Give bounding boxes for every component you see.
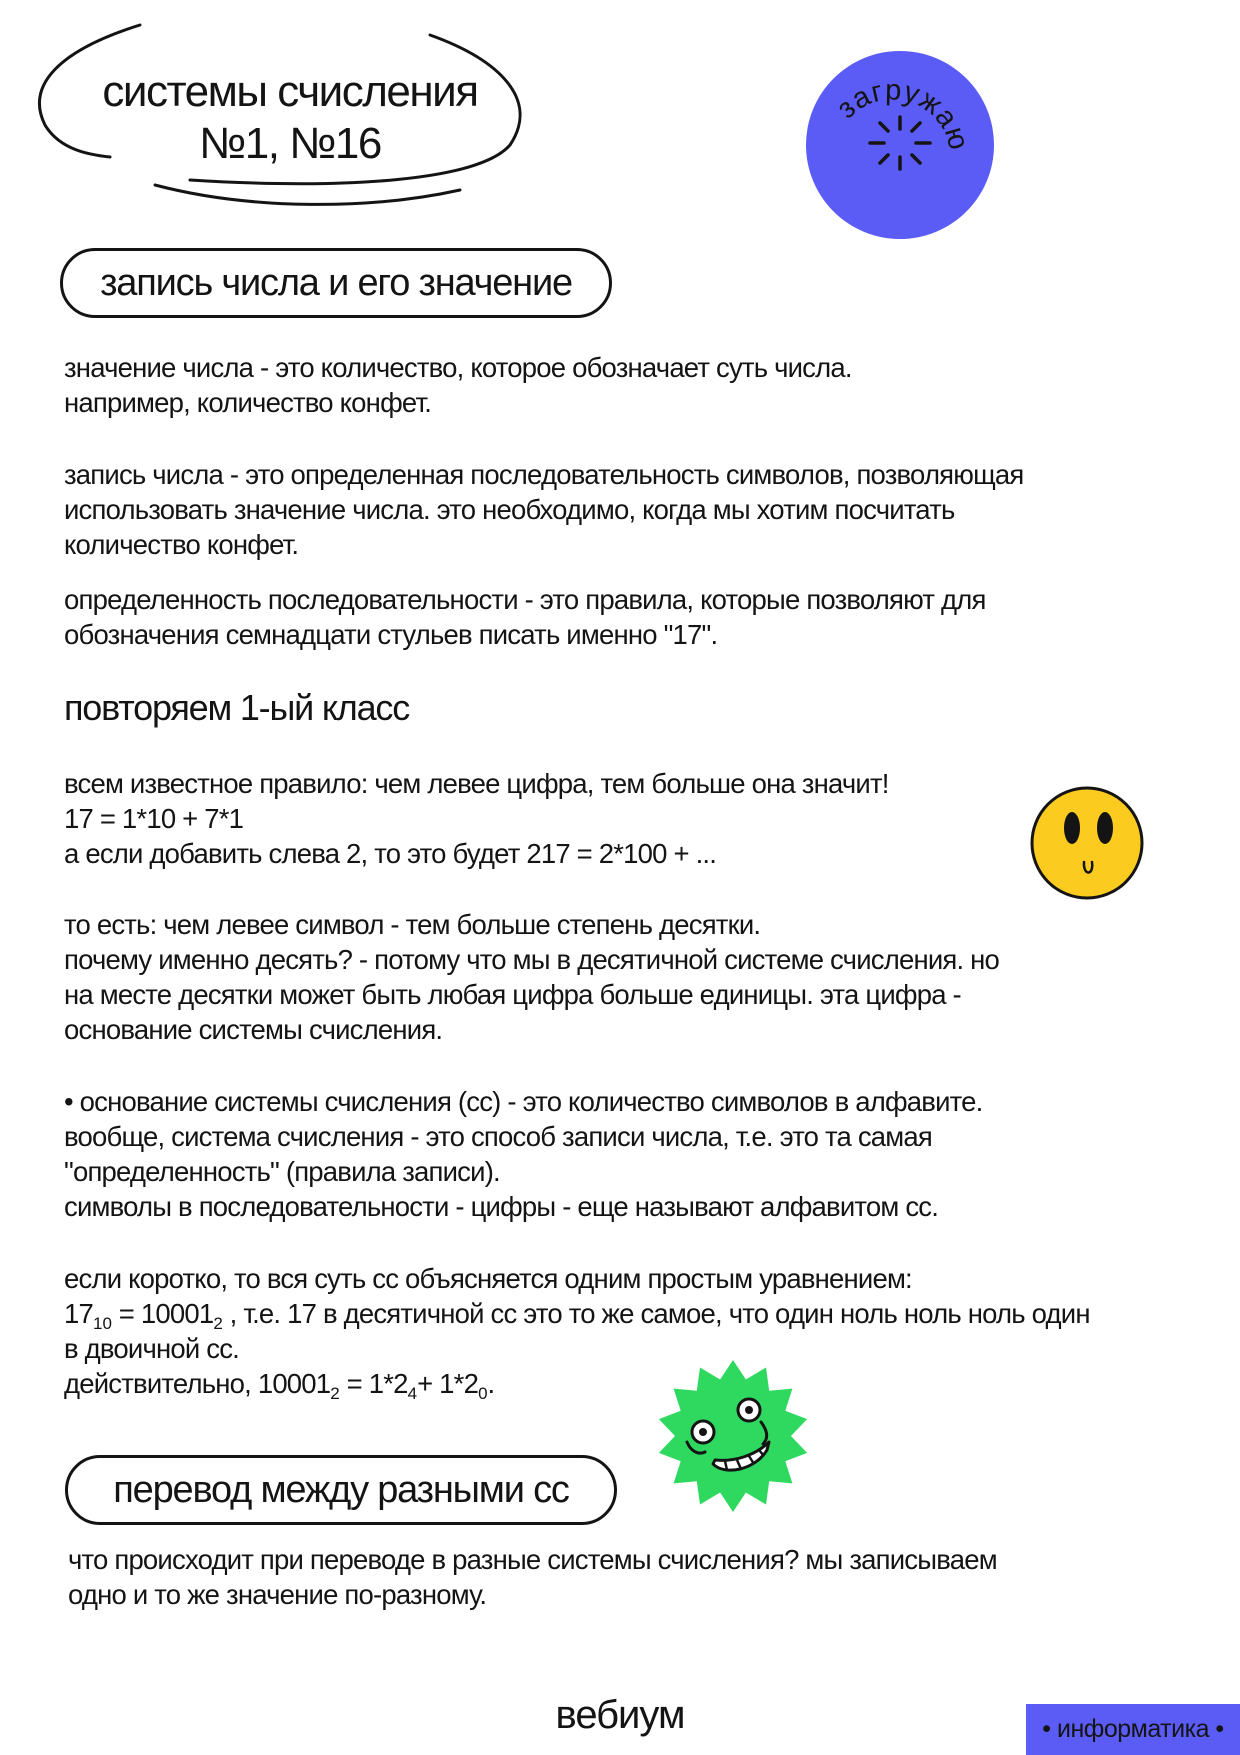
equation-end: .: [487, 1368, 495, 1399]
text-line: 17 = 1*10 + 7*1: [64, 803, 244, 834]
text-line: почему именно десять? - потому что мы в десятичной системе счисления. но: [64, 944, 1000, 975]
loading-sticker-label: загружаю: [830, 74, 976, 155]
equation-term: 10001: [140, 1298, 214, 1329]
equation-operator: =: [111, 1298, 141, 1329]
text-line: использовать значение числа. это необходимо, когда мы хотим посчитать: [64, 494, 955, 525]
equation-line: [64, 1366, 1184, 1401]
text-line: одно и то же значение по-разному.: [68, 1579, 487, 1610]
equation-term: действительно, 10001: [64, 1368, 331, 1399]
text-line: если коротко, то вся суть сс объясняется одним простым уравнением:: [64, 1263, 912, 1294]
text-line: в двоичной сс.: [64, 1333, 240, 1364]
text-line: то есть: чем левее символ - тем больше степень десятки.: [64, 909, 761, 940]
equation-subscript: 4: [407, 1384, 418, 1403]
loading-sticker: [800, 50, 1000, 250]
page-title: [40, 66, 540, 170]
section-title-first-grade: повторяем 1-ый класс: [64, 687, 410, 728]
page-title-line2: №1, №16: [199, 119, 381, 168]
paragraph-base-explanation: [64, 907, 1184, 1047]
paragraph-conversion: [68, 1542, 1188, 1612]
equation-subscript: 2: [330, 1384, 340, 1403]
text-line: что происходит при переводе в разные системы счисления? мы записываем: [68, 1544, 997, 1575]
page-title-line1: системы счисления: [102, 67, 478, 116]
brand-logo: вебиум: [555, 1693, 685, 1737]
equation-explanation: , т.е. 17 в десятичной сс это то же самое, что один ноль ноль ноль один: [222, 1298, 1090, 1329]
text-line: "определенность" (правила записи).: [64, 1156, 500, 1187]
text-line: • основание системы счисления (сс) - это количество символов в алфавите.: [64, 1086, 983, 1117]
equation-subscript: 2: [213, 1314, 223, 1333]
text-line: запись числа - это определенная последовательность символов, позволяющая: [64, 459, 1024, 490]
text-line: символы в последовательности - цифры - еще называют алфавитом сс.: [64, 1191, 939, 1222]
text-line: всем известное правило: чем левее цифра, тем больше она значит!: [64, 768, 889, 799]
equation-subscript: 0: [478, 1384, 488, 1403]
section-title-conversion: перевод между разными сс: [65, 1455, 617, 1525]
text-line: основание системы счисления.: [64, 1014, 443, 1045]
text-line: а если добавить слева 2, то это будет 217 = 2*100 + ...: [64, 838, 717, 869]
text-line: определенность последовательности - это правила, которые позволяют для: [64, 584, 986, 615]
text-line: на месте десятки может быть любая цифра больше единицы. эта цифра -: [64, 979, 961, 1010]
text-line: значение числа - это количество, которое обозначает суть числа.: [64, 352, 852, 383]
section-title-record-and-value: запись числа и его значение: [60, 248, 612, 318]
grinning-star-face-icon: [655, 1360, 815, 1515]
paragraph-equation: [64, 1261, 1184, 1401]
paragraph-left-digit-rule: [64, 766, 1184, 871]
subject-tag: • информатика •: [1026, 1704, 1240, 1755]
text-line: например, количество конфет.: [64, 387, 432, 418]
paragraph-value-definition: [64, 350, 1184, 420]
paragraph-base-definition: [64, 1084, 1184, 1224]
equation-subscript: 10: [93, 1314, 112, 1333]
equation-line: [64, 1296, 1184, 1331]
equation-term: 17: [64, 1298, 93, 1329]
smiley-face-icon: [1028, 784, 1146, 902]
equation-term: = 1*2: [339, 1368, 408, 1399]
equation-term: + 1*2: [417, 1368, 479, 1399]
text-line: обозначения семнадцати стульев писать именно "17".: [64, 619, 718, 650]
paragraph-record-definition: [64, 457, 1184, 562]
text-line: количество конфет.: [64, 529, 299, 560]
text-line: вообще, система счисления - это способ записи числа, т.е. это та самая: [64, 1121, 932, 1152]
paragraph-sequence-definition: [64, 582, 1184, 652]
